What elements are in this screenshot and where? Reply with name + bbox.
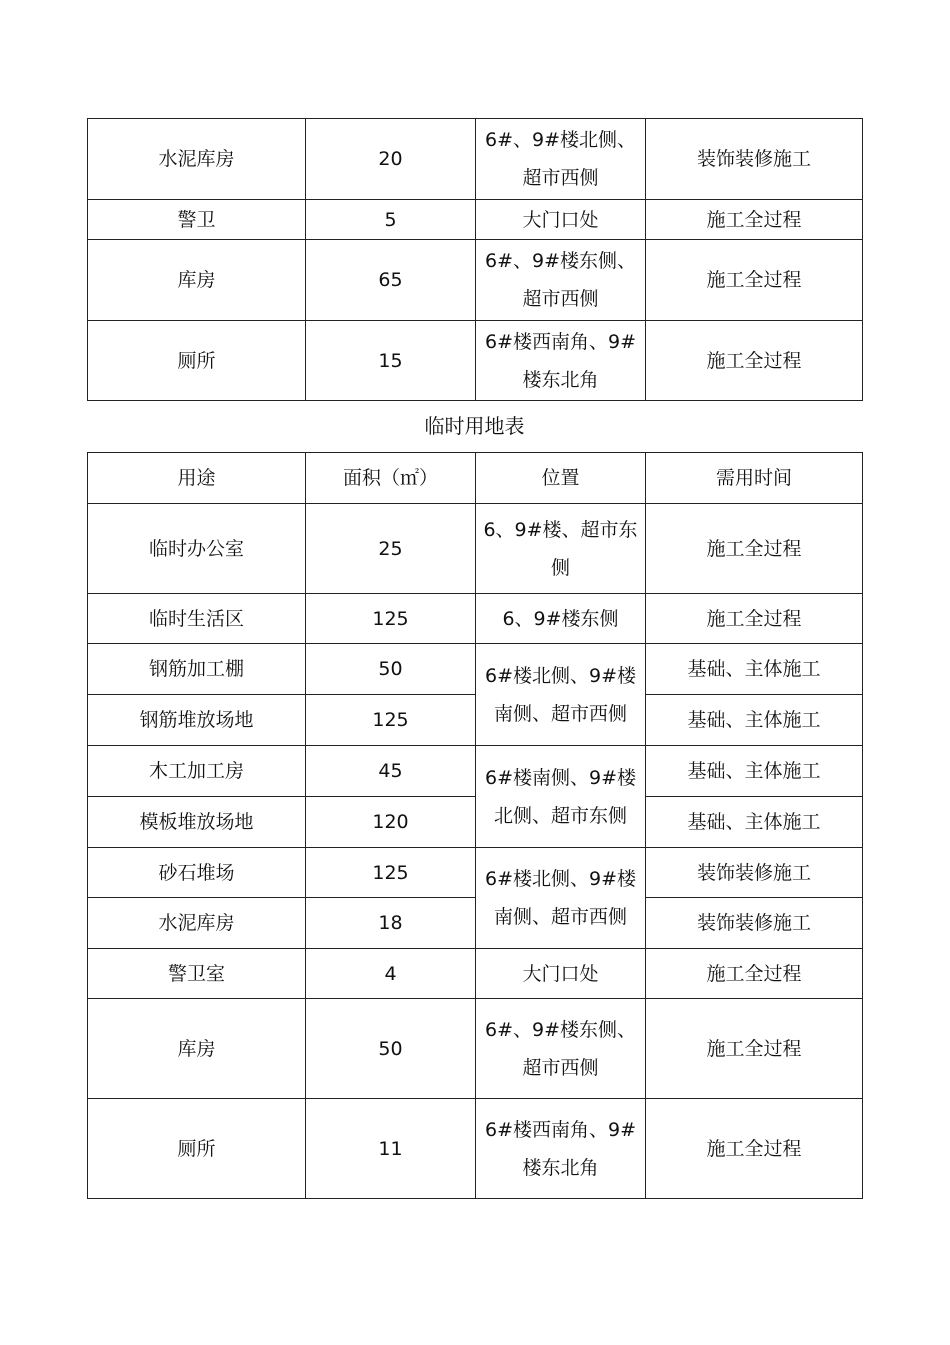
location-cell: 6、9#楼东侧: [476, 594, 646, 644]
time-cell: 施工全过程: [646, 504, 863, 594]
area-cell: 11: [306, 1099, 476, 1199]
area-cell: 18: [306, 898, 476, 949]
location-cell: 6、9#楼、超市东侧: [476, 504, 646, 594]
use-cell: 警卫室: [88, 949, 306, 999]
location-cell: 6#楼北侧、9#楼南侧、超市西侧: [476, 848, 646, 949]
area-cell: 15: [306, 321, 476, 401]
use-cell: 钢筋加工棚: [88, 644, 306, 695]
facility-table-continued: [87, 118, 863, 401]
time-cell: 基础、主体施工: [646, 746, 863, 797]
time-cell: 施工全过程: [646, 594, 863, 644]
area-cell: 120: [306, 797, 476, 848]
area-cell: 125: [306, 848, 476, 898]
location-cell: 6#、9#楼北侧、超市西侧: [476, 119, 646, 200]
time-cell: 施工全过程: [646, 1099, 863, 1199]
location-cell: 6#、9#楼东侧、超市西侧: [476, 240, 646, 321]
table-row: [88, 848, 863, 898]
table-row: [88, 119, 863, 200]
area-cell: 25: [306, 504, 476, 594]
time-cell: 装饰装修施工: [646, 848, 863, 898]
use-cell: 模板堆放场地: [88, 797, 306, 848]
use-cell: 木工加工房: [88, 746, 306, 797]
header-area: 面积（㎡）: [306, 453, 476, 504]
table-row: [88, 898, 863, 949]
time-cell: 装饰装修施工: [646, 119, 863, 200]
area-cell: 50: [306, 644, 476, 695]
time-cell: 施工全过程: [646, 321, 863, 401]
time-cell: 装饰装修施工: [646, 898, 863, 949]
location-cell: 6#、9#楼东侧、超市西侧: [476, 999, 646, 1099]
time-cell: 基础、主体施工: [646, 644, 863, 695]
area-cell: 20: [306, 119, 476, 200]
area-cell: 5: [306, 200, 476, 240]
location-cell: 6#楼西南角、9#楼东北角: [476, 1099, 646, 1199]
use-cell: 库房: [88, 999, 306, 1099]
table-header-row: [88, 453, 863, 504]
table-row: [88, 200, 863, 240]
use-cell: 厕所: [88, 1099, 306, 1199]
table-row: [88, 695, 863, 746]
location-cell: 6#楼北侧、9#楼南侧、超市西侧: [476, 644, 646, 746]
temporary-land-use-table: [87, 452, 863, 1199]
area-cell: 125: [306, 594, 476, 644]
use-cell: 临时办公室: [88, 504, 306, 594]
time-cell: 施工全过程: [646, 949, 863, 999]
table-row: [88, 797, 863, 848]
use-cell: 库房: [88, 240, 306, 321]
table-row: [88, 240, 863, 321]
table-row: [88, 746, 863, 797]
location-cell: 6#楼西南角、9#楼东北角: [476, 321, 646, 401]
area-cell: 50: [306, 999, 476, 1099]
area-cell: 125: [306, 695, 476, 746]
use-cell: 水泥库房: [88, 119, 306, 200]
location-cell: 大门口处: [476, 200, 646, 240]
location-cell: 大门口处: [476, 949, 646, 999]
use-cell: 警卫: [88, 200, 306, 240]
header-location: 位置: [476, 453, 646, 504]
use-cell: 水泥库房: [88, 898, 306, 949]
header-time: 需用时间: [646, 453, 863, 504]
time-cell: 施工全过程: [646, 240, 863, 321]
use-cell: 砂石堆场: [88, 848, 306, 898]
time-cell: 基础、主体施工: [646, 695, 863, 746]
table-row: [88, 644, 863, 695]
use-cell: 钢筋堆放场地: [88, 695, 306, 746]
table-caption: 临时用地表: [424, 414, 525, 438]
area-cell: 45: [306, 746, 476, 797]
area-cell: 65: [306, 240, 476, 321]
table-row: [88, 594, 863, 644]
table-row: [88, 999, 863, 1099]
area-cell: 4: [306, 949, 476, 999]
table-row: [88, 1099, 863, 1199]
use-cell: 临时生活区: [88, 594, 306, 644]
time-cell: 施工全过程: [646, 999, 863, 1099]
table-row: [88, 504, 863, 594]
table-row: [88, 321, 863, 401]
table-row: [88, 949, 863, 999]
time-cell: 施工全过程: [646, 200, 863, 240]
use-cell: 厕所: [88, 321, 306, 401]
time-cell: 基础、主体施工: [646, 797, 863, 848]
header-use: 用途: [88, 453, 306, 504]
location-cell: 6#楼南侧、9#楼北侧、超市东侧: [476, 746, 646, 848]
